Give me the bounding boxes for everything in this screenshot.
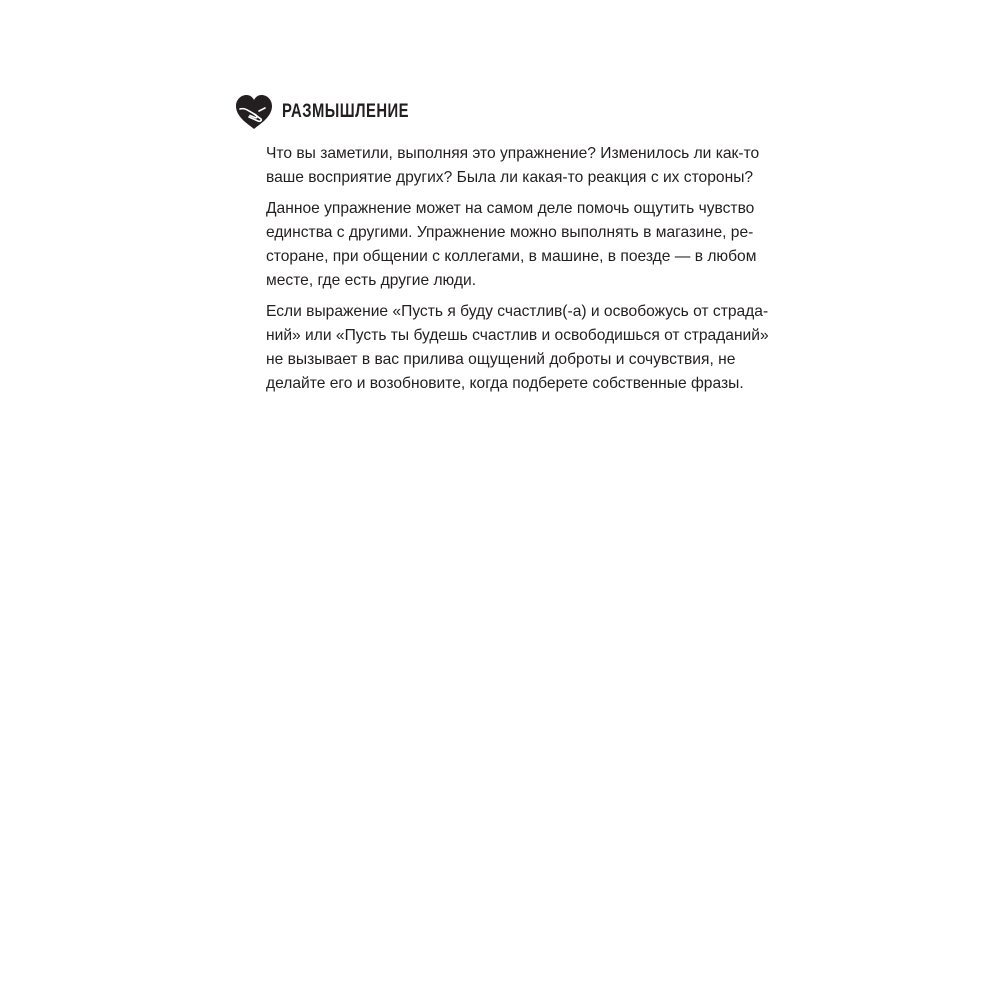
- text-line: делайте его и возобновите, когда подберете собственные фразы.: [266, 375, 744, 392]
- text-line: месте, где есть другие люди.: [266, 272, 477, 289]
- paragraph: [266, 300, 769, 396]
- text-line: Если выражение «Пусть я буду счастлив(-а) и освобожусь от страда-: [266, 303, 769, 320]
- text-line: сторане, при общении с коллегами, в машине, в поезде — в любом: [266, 248, 757, 265]
- text-line: Данное упражнение может на самом деле помочь ощутить чувство: [266, 200, 755, 217]
- text-line: ваше восприятие других? Была ли какая-то реакция с их стороны?: [266, 169, 754, 186]
- paragraph: [266, 197, 756, 293]
- heart-hands-icon: [234, 93, 274, 131]
- text-line: не вызывает в вас прилива ощущений доброты и сочувствия, не: [266, 351, 736, 368]
- text-line: ний» или «Пусть ты будешь счастлив и освободишься от страданий»: [266, 327, 769, 344]
- body-text: [266, 142, 769, 403]
- text-line: единства с другими. Упражнение можно выполнять в магазине, ре-: [266, 224, 754, 241]
- section-title: РАЗМЫШЛЕНИЕ: [282, 101, 409, 122]
- text-line: Что вы заметили, выполняя это упражнение? Изменилось ли как-то: [266, 145, 760, 162]
- section-heading: [234, 92, 445, 132]
- paragraph: [266, 142, 760, 190]
